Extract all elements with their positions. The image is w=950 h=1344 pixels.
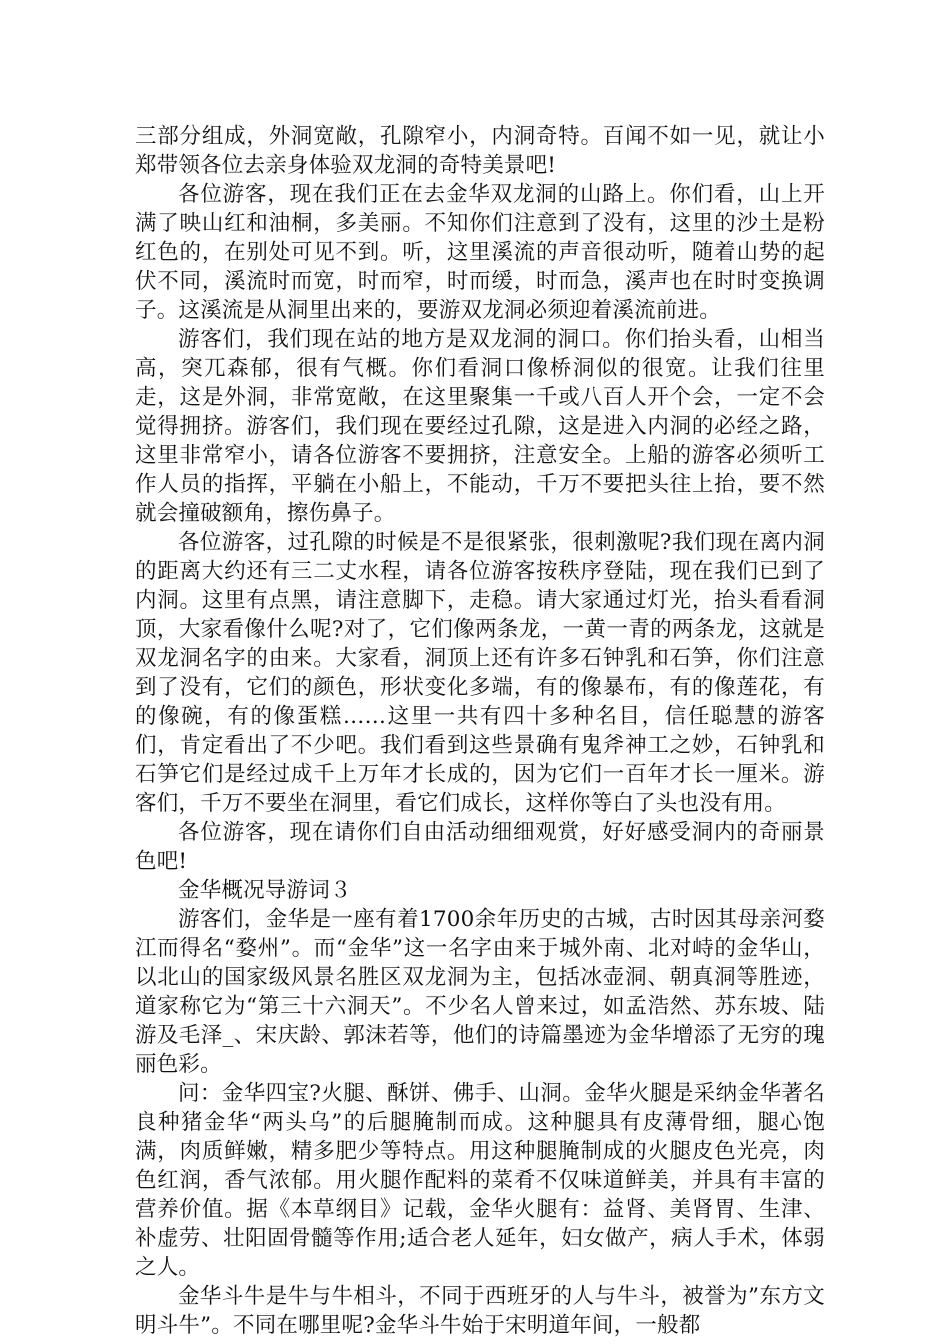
paragraph: 各位游客，过孔隙的时候是不是很紧张，很刺激呢?我们现在离内洞的距离大约还有三二丈水程，请各位游客按秩序登陆，现在我们已到了内洞。这里有点黑，请注意脚下，走稳。请大家通过灯光，抬头看看洞顶，大家看像什么呢?对了，它们像两条龙，一黄一青的两条龙，这就是双龙洞名字的由来。大家看，洞顶上还有许多石钟乳和石笋，你们注意到了没有，它们的颜色，形状变化多端，有的像暴布，有的像莲花，有的像碗，有的像蛋糕……这里一共有四十多种名目，信任聪慧的游客们，肯定看出了不少吧。我们看到这些景确有鬼斧神工之妙，石钟乳和石笋它们是经过成千上万年才长成的，因为它们一百年才长一厘米。游客们，千万不要坐在洞里，看它们成长，这样你等白了头也没有用。 xyxy=(135,530,825,816)
document-body xyxy=(135,122,825,1340)
paragraph: 游客们，我们现在站的地方是双龙洞的洞口。你们抬头看，山相当高，突兀森郁，很有气概。你们看洞口像桥洞似的很宽。让我们往里走，这是外洞，非常宽敞，在这里聚集一千或八百人开个会，一定不会觉得拥挤。游客们，我们现在要经过孔隙，这是进入内洞的必经之路，这里非常窄小，请各位游客不要拥挤，注意安全。上船的游客必须听工作人员的指挥，平躺在小船上，不能动，千万不要把头往上抬，要不然就会撞破额角，擦伤鼻子。 xyxy=(135,327,825,526)
paragraph: 三部分组成，外洞宽敞，孔隙窄小，内洞奇特。百闻不如一见，就让小郑带领各位去亲身体验双龙洞的奇特美景吧! xyxy=(135,124,825,178)
paragraph: 各位游客，现在我们正在去金华双龙洞的山路上。你们看，山上开满了映山红和油桐，多美丽。不知你们注意到了没有，这里的沙土是粉红色的，在别处可见不到。听，这里溪流的声音很动听，随着山势的起伏不同，溪流时而宽，时而窄，时而缓，时而急，溪声也在时时变换调子。这溪流是从洞里出来的，要游双龙洞必须迎着溪流前进。 xyxy=(135,182,825,323)
paragraph: 各位游客，现在请你们自由活动细细观赏，好好感受洞内的奇丽景色吧! xyxy=(135,820,825,874)
paragraph: 金华斗牛是牛与牛相斗，不同于西班牙的人与牛斗，被誉为”东方文明斗牛”。不同在哪里呢?金华斗牛始于宋明道年间，一般都 xyxy=(135,1284,825,1338)
section-heading: 金华概况导游词３ xyxy=(178,878,352,903)
paragraph: 问：金华四宝?火腿、酥饼、佛手、山洞。金华火腿是采纳金华著名良种猪金华“两头乌”的后腿腌制而成。这种腿具有皮薄骨细，腿心饱满，肉质鲜嫩，精多肥少等特点。用这种腿腌制成的火腿皮色光亮，肉色红润，香气浓郁。用火腿作配料的菜肴不仅味道鲜美，并具有丰富的营养价值。据《本草纲目》记载，金华火腿有：益肾、美肾胃、生津、补虚劳、壮阳固骨髓等作用;适合老人延年，妇女做产，病人手术，体弱之人。 xyxy=(135,1081,825,1280)
paragraph: 游客们，金华是一座有着1700余年历史的古城，古时因其母亲河婺江而得名“婺州”。而“金华”这一名字由来于城外南、北对峙的金华山，以北山的国家级风景名胜区双龙洞为主，包括冰壶洞、朝真洞等胜迹，道家称它为“第三十六洞天”。不少名人曾来过，如孟浩然、苏东坡、陆游及毛泽_、宋庆龄、郭沫若等，他们的诗篇墨迹为金华增添了无穷的瑰丽色彩。 xyxy=(135,907,825,1077)
